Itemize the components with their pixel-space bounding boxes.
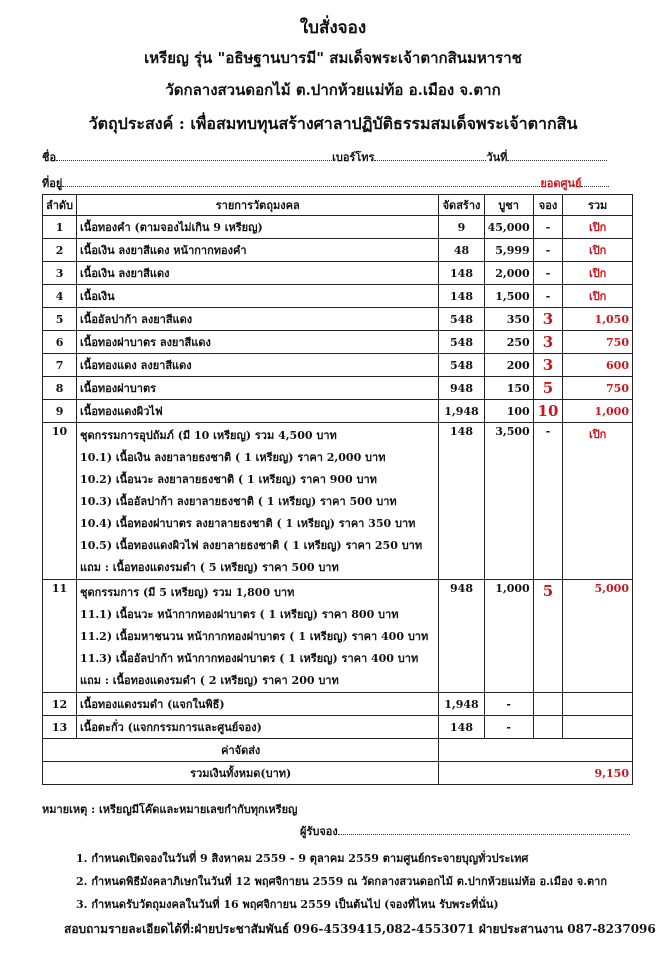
- order-quantity: 3: [533, 354, 563, 377]
- row-number: 12: [43, 693, 77, 716]
- item-set-subitem: 11.2) เนื้อมหาชนวน หน้ากากทองฝาบาตร ( 1 เหรียญ) ราคา 400 บาท: [80, 630, 429, 643]
- row-total: 600: [563, 354, 633, 377]
- form-title: ใบสั่งจอง: [299, 18, 367, 38]
- table-row: [43, 716, 633, 739]
- price: 250: [484, 331, 533, 354]
- order-quantity: [533, 716, 563, 739]
- name-phone-date-line: [42, 148, 607, 166]
- made-quantity: 1,948: [439, 693, 484, 716]
- item-set-subitem: 10.4) เนื้อทองฝาบาตร ลงยาลายธงชาติ ( 1 เหรียญ) ราคา 350 บาท: [80, 517, 416, 530]
- order-quantity: -: [533, 285, 563, 308]
- note-3: 3. กำหนดรับวัตถุมงคลในวันที่ 16 พฤศจิกายน 2559 เป็นต้นไป (จองที่ไหน รับพระที่นั่น): [76, 898, 499, 911]
- row-total: เปิก: [563, 285, 633, 308]
- table-row: [43, 331, 633, 354]
- purpose: วัตถุประสงค์ : เพื่อสมทบทุนสร้างศาลาปฏิบัติธรรมสมเด็จพระเจ้าตากสิน: [88, 114, 578, 133]
- price: 100: [484, 400, 533, 423]
- price: 200: [484, 354, 533, 377]
- order-quantity: 5: [533, 580, 563, 693]
- address-line: [42, 174, 609, 192]
- row-total: 1,000: [563, 400, 633, 423]
- receiver-field[interactable]: [338, 825, 630, 835]
- row-number: 5: [43, 308, 77, 331]
- column-header: บูชา: [484, 195, 533, 216]
- item-set-subitem: 11.3) เนื้ออัลปาก้า หน้ากากทองฝาบาตร ( 1 เหรียญ) ราคา 400 บาท: [80, 652, 419, 665]
- order-quantity: -: [533, 216, 563, 239]
- price: 5,999: [484, 239, 533, 262]
- phone-label: เบอร์โทร: [332, 151, 375, 164]
- column-header: จัดสร้าง: [439, 195, 484, 216]
- item-set-subitem: แถม : เนื้อทองแดงรมดำ ( 2 เหรียญ) ราคา 200 บาท: [80, 674, 339, 687]
- made-quantity: 548: [439, 331, 484, 354]
- name-label: ชื่อ: [42, 151, 57, 164]
- price: 350: [484, 308, 533, 331]
- contact-info: สอบถามรายละเอียดได้ที่:ฝ่ายประชาสัมพันธ์ 096-4539415,082-4553071 ฝ่ายประสานงาน 087-8237096: [64, 922, 656, 936]
- center-label: ยอดศูนย์: [540, 177, 582, 190]
- table-row: [43, 580, 633, 693]
- order-quantity: 5: [533, 377, 563, 400]
- made-quantity: 948: [439, 377, 484, 400]
- shipping-row: [43, 739, 633, 762]
- item-name: เนื้อทองคำ (ตามจองไม่เกิน 9 เหรียญ): [77, 216, 439, 239]
- table-row: [43, 308, 633, 331]
- item-set-title: ชุดกรรมการ (มี 5 เหรียญ) รวม 1,800 บาท: [80, 586, 295, 599]
- made-quantity: 948: [439, 580, 484, 693]
- made-quantity: 548: [439, 308, 484, 331]
- item-name: เนื้อเงิน ลงยาสีแดง หน้ากากทองคำ: [77, 239, 439, 262]
- order-quantity: 3: [533, 331, 563, 354]
- row-number: 8: [43, 377, 77, 400]
- grand-total-value: 9,150: [439, 762, 633, 785]
- row-total: เปิก: [563, 423, 633, 580]
- column-header: ลำดับ: [43, 195, 77, 216]
- table-row: [43, 239, 633, 262]
- item-name: [77, 580, 439, 693]
- date-field[interactable]: [507, 151, 607, 161]
- remark: หมายเหตุ : เหรียญมีโค๊ดและหมายเลขกำกับทุกเหรียญ: [42, 803, 298, 816]
- made-quantity: 148: [439, 423, 484, 580]
- order-quantity: 10: [533, 400, 563, 423]
- order-table: [42, 194, 633, 785]
- column-header: จอง: [533, 195, 563, 216]
- column-header: รวม: [563, 195, 633, 216]
- row-number: 2: [43, 239, 77, 262]
- date-label: วันที่: [486, 151, 508, 164]
- item-name: เนื้อทองแดง ลงยาสีแดง: [77, 354, 439, 377]
- temple-location: วัดกลางสวนดอกไม้ ต.ปากห้วยแม่ท้อ อ.เมือง จ.ตาก: [165, 81, 501, 99]
- order-quantity: -: [533, 239, 563, 262]
- order-quantity: -: [533, 262, 563, 285]
- made-quantity: 9: [439, 216, 484, 239]
- address-field[interactable]: [62, 177, 540, 187]
- price: -: [484, 716, 533, 739]
- table-row: [43, 262, 633, 285]
- made-quantity: 148: [439, 262, 484, 285]
- price: 150: [484, 377, 533, 400]
- item-name: เนื้อทองฝาบาตร ลงยาสีแดง: [77, 331, 439, 354]
- row-total: 750: [563, 377, 633, 400]
- table-header-row: [43, 195, 633, 216]
- item-name: [77, 423, 439, 580]
- row-number: 1: [43, 216, 77, 239]
- table-row: [43, 285, 633, 308]
- row-number: 11: [43, 580, 77, 693]
- row-number: 13: [43, 716, 77, 739]
- grand-total-row: [43, 762, 633, 785]
- phone-field[interactable]: [374, 151, 486, 161]
- item-set-subitem: 11.1) เนื้อนวะ หน้ากากทองฝาบาตร ( 1 เหรียญ) ราคา 800 บาท: [80, 608, 399, 621]
- price: 3,500: [484, 423, 533, 580]
- order-quantity: 3: [533, 308, 563, 331]
- note-1: 1. กำหนดเปิดจองในวันที่ 9 สิงหาคม 2559 - 9 ตุลาคม 2559 ตามศูนย์กระจายบุญทั่วประเทศ: [76, 852, 529, 865]
- item-name: เนื้อเงิน: [77, 285, 439, 308]
- row-total: 750: [563, 331, 633, 354]
- order-quantity: [533, 693, 563, 716]
- price: 2,000: [484, 262, 533, 285]
- price: -: [484, 693, 533, 716]
- row-total: เปิก: [563, 262, 633, 285]
- row-number: 7: [43, 354, 77, 377]
- item-name: เนื้อเงิน ลงยาสีแดง: [77, 262, 439, 285]
- table-row: [43, 423, 633, 580]
- row-total: เปิก: [563, 239, 633, 262]
- row-number: 3: [43, 262, 77, 285]
- item-set-subitem: แถม : เนื้อทองแดงรมดำ ( 5 เหรียญ) ราคา 500 บาท: [80, 561, 339, 574]
- row-number: 6: [43, 331, 77, 354]
- table-row: [43, 216, 633, 239]
- item-name: เนื้อทองฝาบาตร: [77, 377, 439, 400]
- name-field[interactable]: [56, 151, 332, 161]
- table-row: [43, 693, 633, 716]
- item-set-subitem: 10.2) เนื้อนวะ ลงยาลายธงชาติ ( 1 เหรียญ) ราคา 900 บาท: [80, 473, 377, 486]
- center-field[interactable]: [581, 177, 609, 187]
- item-name: เนื้อตะกั่ว (แจกกรรมการและศูนย์จอง): [77, 716, 439, 739]
- item-name: เนื้ออัลปาก้า ลงยาสีแดง: [77, 308, 439, 331]
- item-set-subitem: 10.5) เนื้อทองแดงผิวไฟ ลงยาลายธงชาติ ( 1 เหรียญ) ราคา 250 บาท: [80, 539, 423, 552]
- row-number: 10: [43, 423, 77, 580]
- receiver-line: [300, 822, 630, 840]
- made-quantity: 1,948: [439, 400, 484, 423]
- row-total: 5,000: [563, 580, 633, 693]
- grand-total-label: รวมเงินทั้งหมด(บาท): [43, 762, 439, 785]
- table-row: [43, 354, 633, 377]
- receiver-label: ผู้รับจอง: [300, 825, 338, 838]
- row-total: [563, 693, 633, 716]
- column-header: รายการวัตถุมงคล: [77, 195, 439, 216]
- price: 45,000: [484, 216, 533, 239]
- row-number: 4: [43, 285, 77, 308]
- made-quantity: 48: [439, 239, 484, 262]
- shipping-value: [439, 739, 633, 762]
- item-set-subitem: 10.1) เนื้อเงิน ลงยาลายธงชาติ ( 1 เหรียญ) ราคา 2,000 บาท: [80, 451, 386, 464]
- note-2: 2. กำหนดพิธีมังคลาภิเษกในวันที่ 12 พฤศจิกายน 2559 ณ วัดกลางสวนดอกไม้ ต.ปากห้วยแม่ท้อ อ.เมือง จ.ตาก: [76, 875, 608, 888]
- row-total: เปิก: [563, 216, 633, 239]
- address-label: ที่อยู่: [42, 177, 63, 190]
- price: 1,500: [484, 285, 533, 308]
- item-set-subitem: 10.3) เนื้ออัลปาก้า ลงยาลายธงชาติ ( 1 เหรียญ) ราคา 500 บาท: [80, 495, 397, 508]
- item-name: เนื้อทองแดงรมดำ (แจกในพิธี): [77, 693, 439, 716]
- order-quantity: -: [533, 423, 563, 580]
- table-row: [43, 377, 633, 400]
- shipping-label: ค่าจัดส่ง: [43, 739, 439, 762]
- price: 1,000: [484, 580, 533, 693]
- table-row: [43, 400, 633, 423]
- coin-title: เหรียญ รุ่น "อธิษฐานบารมี" สมเด็จพระเจ้าตากสินมหาราช: [144, 49, 522, 67]
- made-quantity: 148: [439, 716, 484, 739]
- row-total: 1,050: [563, 308, 633, 331]
- made-quantity: 148: [439, 285, 484, 308]
- made-quantity: 548: [439, 354, 484, 377]
- item-set-title: ชุดกรรมการอุปถัมภ์ (มี 10 เหรียญ) รวม 4,500 บาท: [80, 429, 337, 442]
- row-number: 9: [43, 400, 77, 423]
- row-total: [563, 716, 633, 739]
- item-name: เนื้อทองแดงผิวไฟ: [77, 400, 439, 423]
